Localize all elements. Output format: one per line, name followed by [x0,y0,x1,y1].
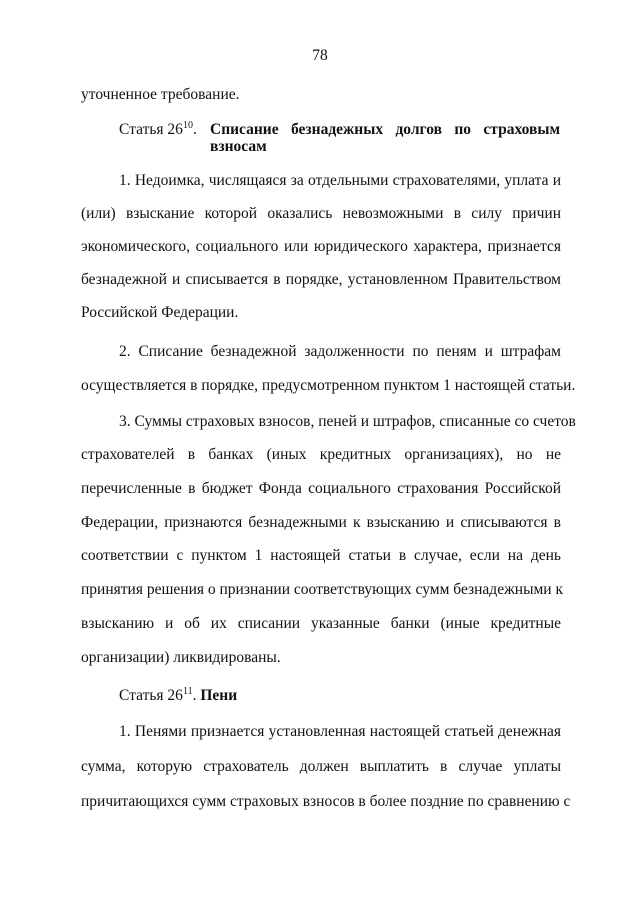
paragraph-line: страхователей в банках (иных кредитных организациях), но не [81,446,561,463]
paragraph-line: безнадежной и списывается в порядке, установленном Правительством [81,271,561,288]
paragraph-line: 3. Суммы страховых взносов, пеней и штрафов, списанные со счетов [119,413,576,430]
paragraph-line: сумма, которую страхователь должен выплатить в случае уплаты [81,758,561,775]
paragraph-line: взысканию и об их списании указанные банки (иные кредитные [81,615,561,632]
article-26-10-number: Статья $26^{10}$. [119,120,197,138]
paragraph-line: (или) взыскание которой оказались невозможными в силу причин [81,205,561,222]
paragraph-line: Федерации, признаются безнадежными к взысканию и списываются в [81,514,561,531]
article-26-10-title-line-1: Списание безнадежных долгов по страховым [210,121,560,138]
paragraph-line: 2. Списание безнадежной задолженности по пеням и штрафам [119,343,561,360]
article-26-11-title: Пени [200,687,238,704]
paragraph-line: причитающихся сумм страховых взносов в более поздние по сравнению с [81,793,571,810]
article-26-10-title-line-2: взносам [210,138,267,155]
paragraph-line: осуществляется в порядке, предусмотренном пунктом 1 настоящей статьи. [81,377,576,394]
page-number: 78 [312,47,328,64]
paragraph-line: 1. Недоимка, числящаяся за отдельными страхователями, уплата и [119,172,561,189]
paragraph-line: экономического, социального или юридического характера, признается [81,238,561,255]
paragraph-line: 1. Пенями признается установленная настоящей статьей денежная [119,723,561,740]
paragraph-line: Российской Федерации. [81,304,239,321]
article-26-11-heading: Статья $26^{11}$. Пени [119,686,238,704]
intro-line: уточненное требование. [81,86,240,103]
paragraph-line: организации) ликвидированы. [81,649,281,666]
paragraph-line: соответствии с пунктом 1 настоящей статьи в случае, если на день [81,547,561,564]
paragraph-line: перечисленные в бюджет Фонда социального страхования Российской [81,480,561,497]
paragraph-line: принятия решения о признании соответствующих сумм безнадежными к [81,581,563,598]
